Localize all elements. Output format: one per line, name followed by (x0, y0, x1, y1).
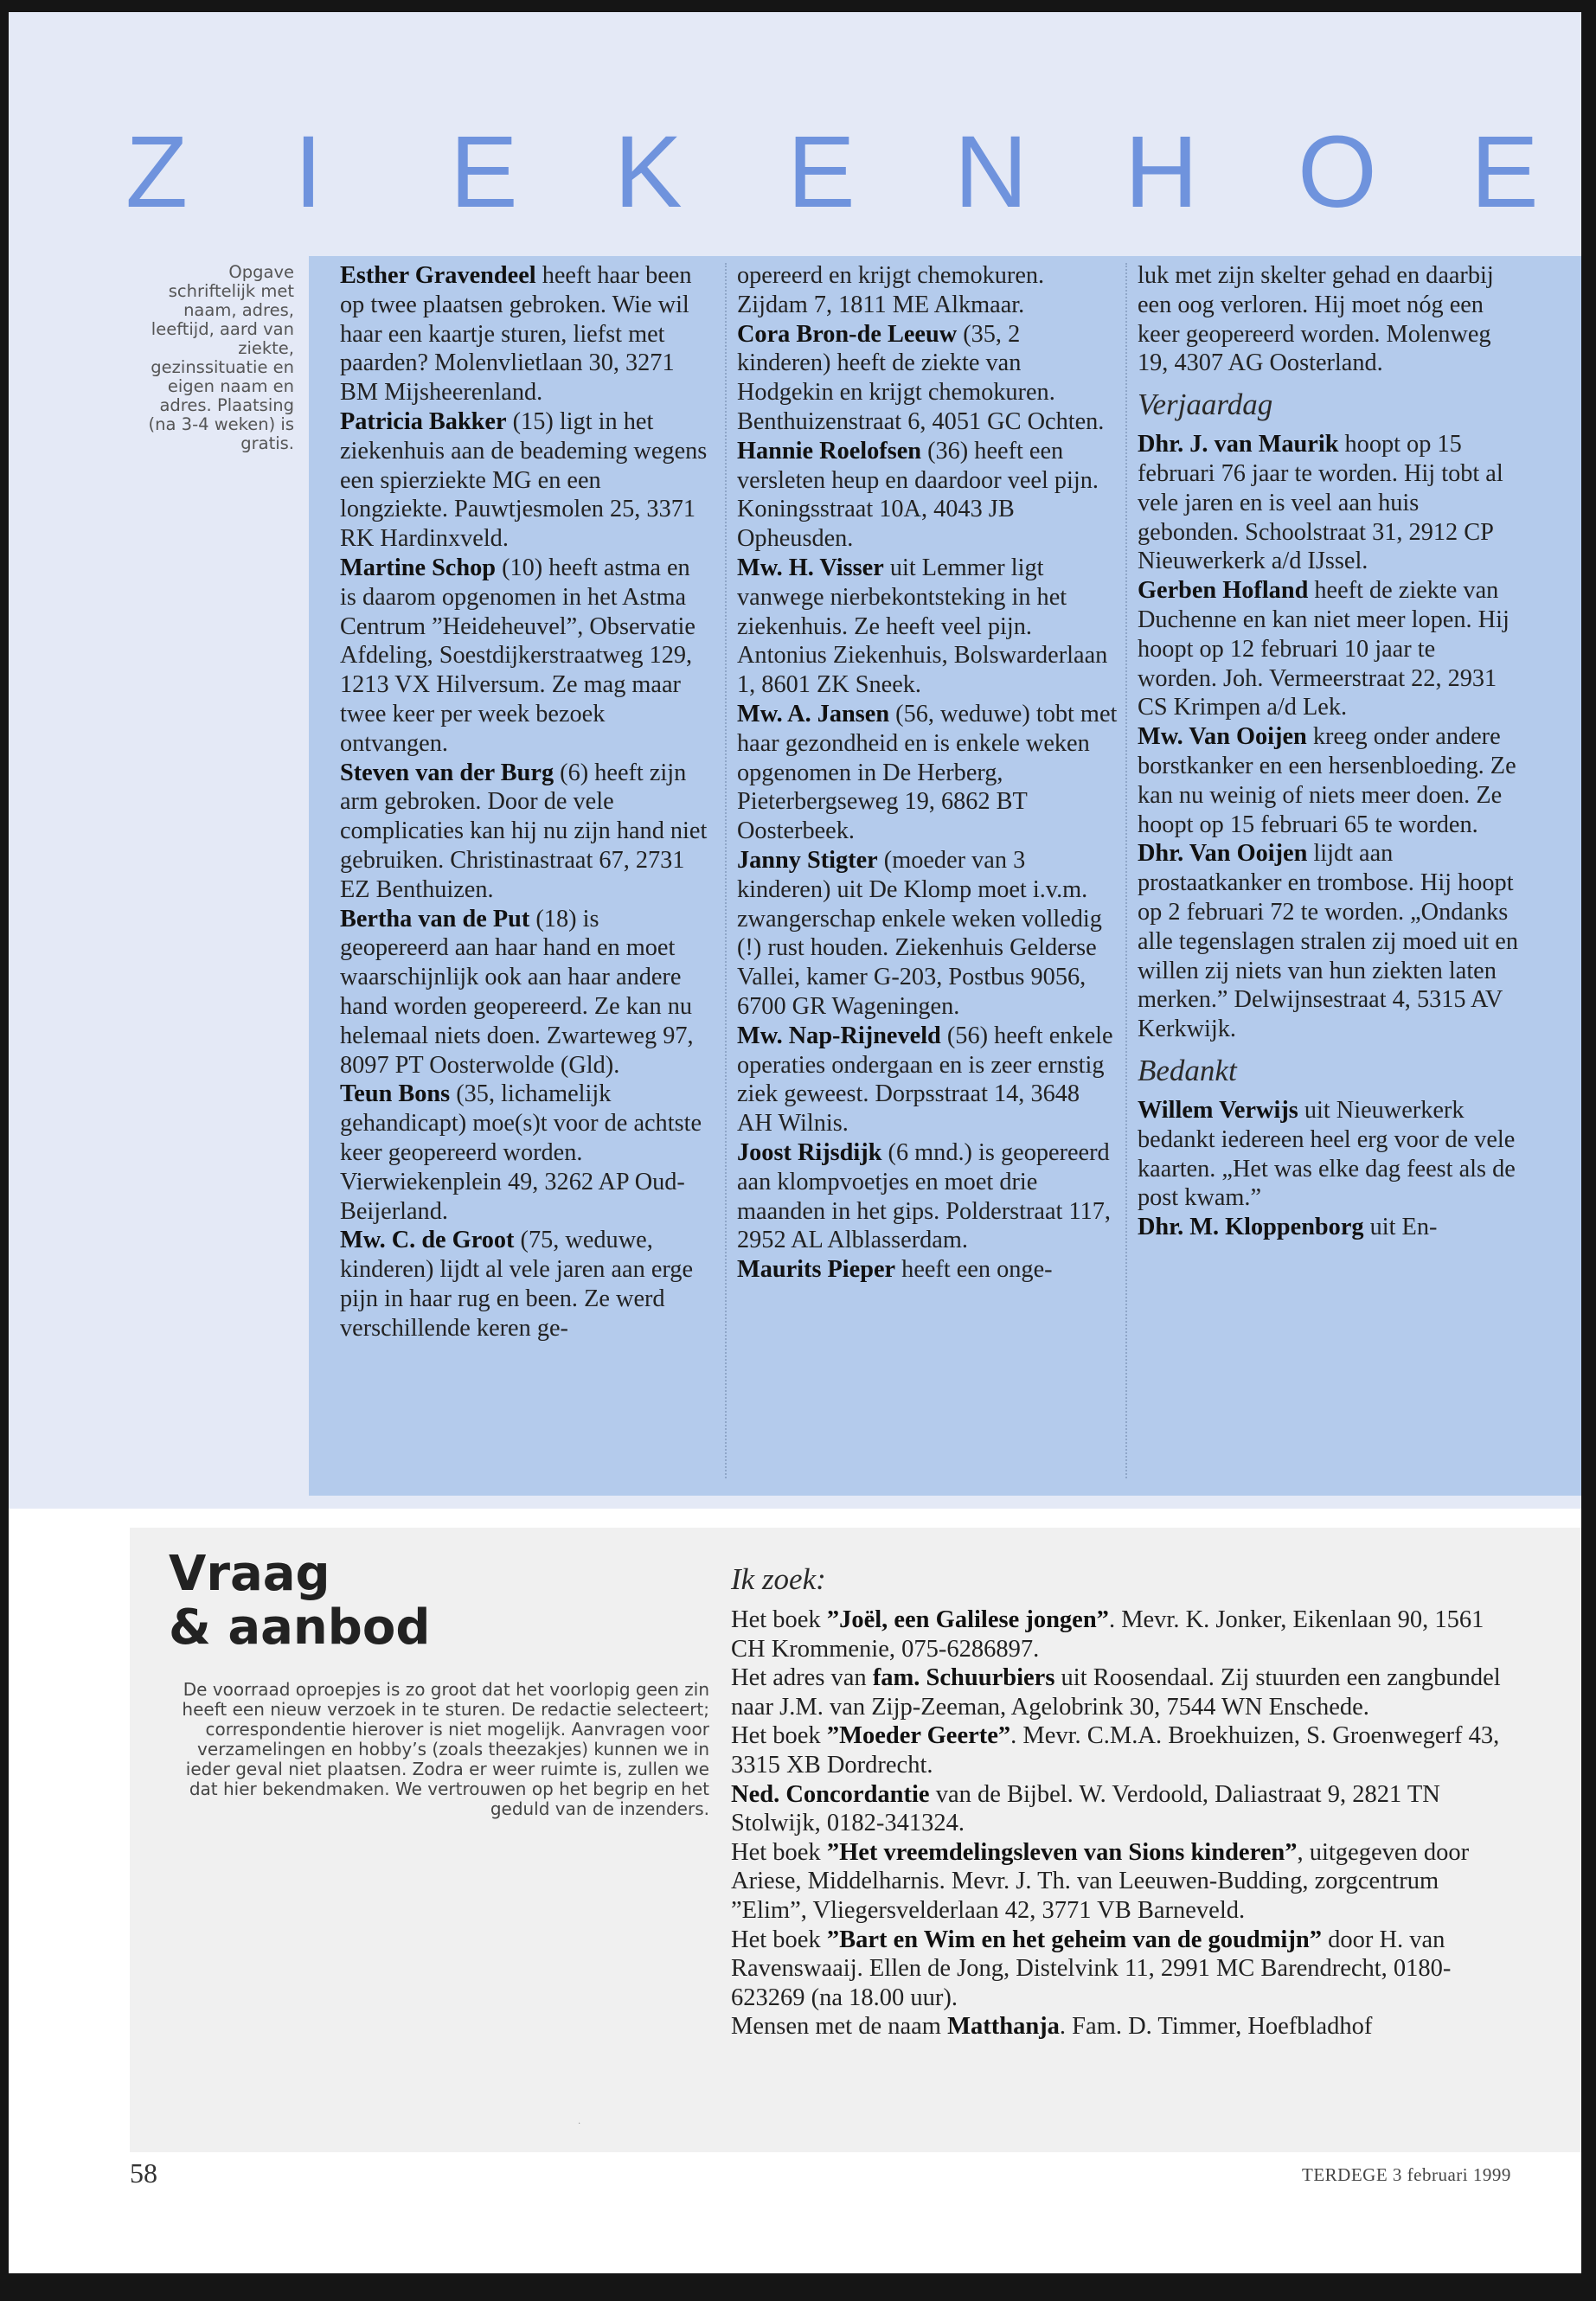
section-title (125, 107, 1581, 237)
request-text: . Mevr. K. Jonker, Eikenlaan 90, 1561 CH Krommenie, 075-6286897. (731, 1606, 1484, 1663)
announcement (737, 437, 1118, 554)
request-item (731, 1780, 1509, 1838)
announcement-text: (36) heeft een versleten heup en daardoor veel pijn. Koningsstraat 10A, 4043 JB Opheusden. (737, 437, 1099, 553)
person-name: Hannie Roelofsen (737, 437, 922, 465)
person-name: Mw. Nap-Rijneveld (737, 1022, 941, 1049)
person-name: Mw. Van Ooijen (1138, 723, 1307, 751)
request-text: uit Roosendaal. Zij stuurden een zangbundel naar J.M. van Zijp-Zeeman, Agelobrink 30, 7544 WN Enschede. (731, 1664, 1501, 1721)
thanks-heading: Bedankt (1138, 1053, 1237, 1087)
announcement-text: (15) ligt in het ziekenhuis aan de beademing wegens een spierziekte MG en een longziekte. Pauwtjesmolen 25, 3371 RK Hardinxveld. (340, 407, 708, 553)
announcement (1138, 576, 1518, 722)
announcement (1138, 1213, 1518, 1242)
person-name: Janny Stigter (737, 846, 878, 874)
publication-footer: TERDEGE 3 februari 1999 (1302, 2164, 1511, 2185)
title-letter: K (614, 115, 683, 229)
person-name: Gerben Hofland (1138, 577, 1309, 605)
title-letter: E (450, 115, 518, 229)
request-subject: ”Het vreemdelingsleven van Sions kinderen” (826, 1838, 1298, 1866)
column-divider (1125, 263, 1127, 1478)
page-number: 58 (130, 2157, 157, 2189)
person-name: Steven van der Burg (340, 759, 554, 786)
title-letter: O (1298, 115, 1377, 229)
request-text: Het boek (731, 1722, 827, 1750)
announcement-text: (35, lichamelijk gehandicapt) moe(s)t voor de achtste keer geopereerd worden. Vierwiekenplein 49, 3262 AP Oud-Beijerland. (340, 1080, 702, 1225)
announcement: luk met zijn skelter gehad en daarbij een oog verloren. Hij moet nóg een keer geopereerd worden. Molenweg 19, 4307 AG Oosterland. (1138, 262, 1494, 377)
announcement-text: lijdt aan prostaatkanker en trombose. Hij hoopt op 2 februari 72 te worden. „Ondanks alle tegenslagen stralen zij moed uit en willen zij niets van hun ziekten laten merken.” Delwijnsestraat 4, 5315 AV Kerkwijk. (1138, 840, 1519, 1043)
request-text: . Mevr. C.M.A. Broekhuizen, S. Groenwegerf 43, 3315 XB Dordrecht. (731, 1722, 1500, 1779)
announcement-text: heeft haar been op twee plaatsen gebroken. Wie wil haar een kaartje sturen, liefst met paarden? Molenvlietlaan 30, 3271 BM Mijsheerenland. (340, 262, 692, 407)
print-speck: · (578, 2119, 581, 2129)
announcement (1138, 1096, 1518, 1213)
announcement (1138, 722, 1518, 1044)
announcement (340, 261, 712, 407)
request-text: Het adres van (731, 1664, 873, 1692)
announcement-text: (35, 2 kinderen) heeft de ziekte van Hodgekin en krijgt chemokuren. Benthuizenstraat 6, 4051 GC Ochten. (737, 320, 1105, 435)
announcement-text: (moeder van 3 kinderen) uit De Klomp moet i.v.m. zwangerschap enkele weken volledig (!) rust houden. Ziekenhuis Gelderse Vallei, kamer G-203, Postbus 9056, 6700 GR Wageningen. (737, 846, 1102, 1020)
request-item (731, 1926, 1509, 2013)
announcement (340, 759, 712, 905)
person-name: Bertha van de Put (340, 905, 530, 933)
announcement (737, 261, 1118, 320)
request-subject: ”Joël, een Galilese jongen” (826, 1606, 1109, 1633)
title-line: & aanbod (169, 1599, 431, 1656)
person-name: Dhr. M. Kloppenborg (1138, 1214, 1364, 1241)
request-subject: ”Bart en Wim en het geheim van de goudmijn” (826, 1926, 1322, 1953)
announcement-text: (75, weduwe, kinderen) lijdt al vele jaren aan erge pijn in haar rug en been. Ze werd verschillende keren ge- (340, 1227, 694, 1342)
submission-instructions: Opgave schriftelijk met naam, adres, leeftijd, aard van ziekte, gezinssituatie en eigen naam en adres. Plaatsing (na 3-4 weken) is gratis. (148, 262, 294, 453)
person-name: Willem Verwijs (1138, 1096, 1298, 1124)
announcement-text: hoopt op 15 februari 76 jaar te worden. Hij tobt al vele jaren en is veel aan huis gebonden. Schoolstraat 31, 2912 CP Nieuwerkerk a/d IJssel. (1138, 431, 1503, 575)
request-item (731, 1838, 1509, 1926)
announcement-text: opereerd en krijgt chemokuren. Zijdam 7, 1811 ME Alkmaar. (737, 262, 1045, 318)
announcement-text: kreeg onder andere borstkanker en een hersenbloeding. Ze kan nu weinig of niets meer doen. Ze hoopt op 15 februari 65 te worden. (1138, 723, 1516, 838)
person-name: Dhr. J. van Maurik (1138, 431, 1339, 458)
person-name: Maurits Pieper (737, 1256, 896, 1284)
person-name: Dhr. Van Ooijen (1138, 840, 1308, 868)
announcement (340, 905, 712, 1080)
announcement-text: (6) heeft zijn arm gebroken. Door de vele complicaties kan hij nu zijn hand niet gebruiken. Christinastraat 67, 2731 EZ Benthuizen. (340, 759, 708, 903)
announcement-text: uit Lemmer ligt vanwege nierbekontsteking in het ziekenhuis. Ze heeft veel pijn. Antonius Ziekenhuis, Bolswarderlaan 1, 8601 ZK Sneek. (737, 554, 1108, 699)
person-name: Patricia Bakker (340, 407, 507, 435)
announcement-text: (18) is geopereerd aan haar hand en moet waarschijnlijk ook aan haar andere hand worden geopereerd. Ze kan nu helemaal niets doen. Zwarteweg 97, 8097 PT Oosterwolde (Gld). (340, 905, 694, 1079)
request-text: Mensen met de naam (731, 2013, 948, 2041)
request-subject: fam. Schuurbiers (872, 1664, 1055, 1692)
request-subject: Ned. Concordantie (731, 1780, 930, 1808)
announcement (737, 846, 1118, 1022)
announcement (737, 1138, 1118, 1255)
announcement-text: (10) heeft astma en is daarom opgenomen in het Astma Centrum ”Heideheuvel”, Observatie Afdeling, Soestdijkerstraatweg 129, 1213 VX Hilversum. Ze mag maar twee keer per week bezoek ontvangen. (340, 554, 695, 757)
title-letter: H (1125, 115, 1199, 229)
announcement (737, 1022, 1118, 1138)
title-letter: E (787, 115, 856, 229)
person-name: Cora Bron-de Leeuw (737, 320, 958, 348)
person-name: Mw. H. Visser (737, 554, 884, 581)
announcement-text: uit En- (1363, 1214, 1438, 1241)
title-line: Vraag (169, 1546, 330, 1602)
request-text: Het boek (731, 1838, 827, 1866)
request-item (731, 1721, 1509, 1779)
column-2 (737, 261, 1118, 1285)
announcement (737, 554, 1118, 700)
birthday-heading: Verjaardag (1138, 388, 1273, 422)
person-name: Mw. C. de Groot (340, 1227, 515, 1254)
vraag-aanbod-intro: De voorraad oproepjes is zo groot dat het voorlopig geen zin heeft een nieuw verzoek in te sturen. De redactie selecteert; correspondentie hierover is niet mogelijk. Aanvragen voor verzamelingen en hobby’s (zoals theezakjes) kunnen we in ieder geval niet plaatsen. Zodra er weer ruimte is, zullen we dat hier bekendmaken. We vertrouwen op het begrip en het geduld van de inzenders. (182, 1679, 709, 1819)
request-text: door H. van Ravenswaaij. Ellen de Jong, Distelvink 11, 2991 MC Barendrecht, 0180-623269 (na 18.00 uur). (731, 1926, 1452, 2011)
person-name: Joost Rijsdijk (737, 1138, 882, 1166)
person-name: Teun Bons (340, 1080, 451, 1108)
title-letter: N (954, 115, 1029, 229)
announcement (1138, 430, 1518, 576)
request-text: van de Bijbel. W. Verdoold, Daliastraat 9, 2821 TN Stolwijk, 0182-341324. (731, 1780, 1440, 1837)
announcement (737, 1255, 1118, 1285)
request-text: Het boek (731, 1606, 827, 1633)
person-name: Esther Gravendeel (340, 262, 536, 289)
request-item (731, 1606, 1509, 1663)
announcement-text: uit Nieuwerkerk bedankt iedereen heel erg voor de vele kaarten. „Het was elke dag feest als de post kwam.” (1138, 1096, 1516, 1212)
search-heading: Ik zoek: (731, 1562, 826, 1596)
column-1 (340, 261, 712, 1343)
request-subject: Matthanja (947, 2013, 1060, 2041)
request-text: . Fam. D. Timmer, Hoefbladhof (1059, 2013, 1373, 2041)
announcement (737, 320, 1118, 437)
vraag-aanbod-title (169, 1548, 567, 1655)
announcement (340, 1226, 712, 1343)
announcement (737, 700, 1118, 846)
announcement (340, 407, 712, 554)
request-subject: ”Moeder Geerte” (826, 1722, 1011, 1750)
request-item (731, 1663, 1509, 1721)
announcement-text: heeft een onge- (895, 1256, 1053, 1284)
title-letter: E (1471, 115, 1539, 229)
request-text: , uitgegeven door Ariese, Middelharnis. Mevr. J. Th. van Leeuwen-Budding, zorgcentrum ”Elim”, Vliegersvelderlaan 42, 3771 VB Barneveld. (731, 1838, 1470, 1924)
title-letter: I (294, 115, 323, 229)
magazine-page (9, 12, 1581, 2273)
request-item (731, 2012, 1509, 2041)
column-divider (725, 263, 727, 1478)
announcement-text: (56) heeft enkele operaties ondergaan en is zeer ernstig ziek geweest. Dorpsstraat 14, 3648 AH Wilnis. (737, 1022, 1113, 1138)
announcement (340, 554, 712, 759)
announcement (340, 1080, 712, 1226)
announcement-text: (56, weduwe) tobt met haar gezondheid en is enkele weken opgenomen in De Herberg, Pieterbergseweg 19, 6862 BT Oosterbeek. (737, 700, 1118, 845)
title-letter: Z (125, 115, 189, 229)
search-requests (731, 1561, 1509, 2041)
announcement-text: heeft de ziekte van Duchenne en kan niet meer lopen. Hij hoopt op 12 februari 10 jaar te worden. Joh. Vermeerstraat 22, 2931 CS Krimpen a/d Lek. (1138, 577, 1509, 721)
person-name: Mw. A. Jansen (737, 700, 890, 727)
person-name: Martine Schop (340, 554, 496, 581)
announcement-text: (6 mnd.) is geopereerd aan klompvoetjes en moet drie maanden in het gips. Polderstraat 117, 2952 AL Alblasserdam. (737, 1138, 1111, 1254)
column-3 (1138, 261, 1518, 1242)
request-text: Het boek (731, 1926, 827, 1953)
